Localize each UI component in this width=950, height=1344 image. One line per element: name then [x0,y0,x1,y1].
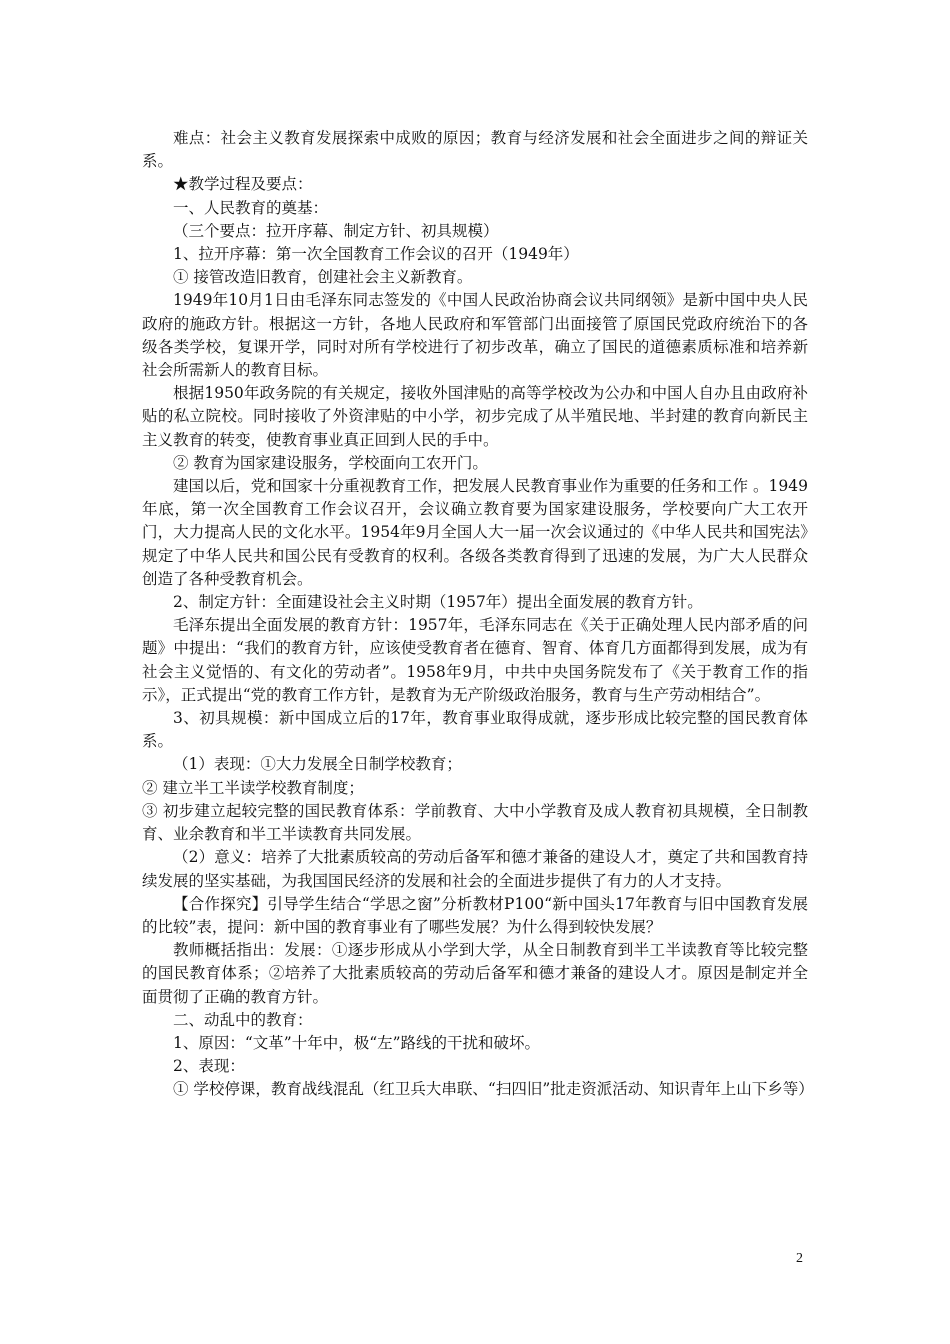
paragraph-process-heading: ★教学过程及要点： [173,175,313,194]
section-heading-1: 一、人民教育的奠基： [173,198,329,217]
page-number: 2 [796,1251,803,1266]
section-heading-2: 二、动乱中的教育： [173,1010,313,1029]
paragraph: 建国以后，党和国家十分重视教育工作，把发展人民教育事业作为重要的任务和工作 。1949年底，第一次全国教育工作会议召开，会议确立教育要为国家建设服务，学校要向广大工农开门，大力提高人民的文化水平。1954年9月全国人大一届一次会议通过的《中华人民共和国宪法》规定了中华人民共和国公民有受教育的权利。各级各类教育得到了迅速的发展，为广大人民群众创造了各种受教育机会。 [142,477,808,588]
paragraph: 教师概括指出：发展：①逐步形成从小学到大学，从全日制教育到半工半读教育等比较完整的国民教育体系；②培养了大批素质较高的劳动后备军和德才兼备的建设人才。原因是制定并全面贯彻了正确的教育方针。 [142,941,808,1006]
paragraph: 根据1950年政务院的有关规定，接收外国津贴的高等学校改为公办和中国人自办且由政府补贴的私立院校。同时接收了外资津贴的中小学，初步完成了从半殖民地、半封建的教育向新民主主义教育的转变，使教育事业真正回到人民的手中。 [142,384,808,449]
paragraph: 毛泽东提出全面发展的教育方针：1957年，毛泽东同志在《关于正确处理人民内部矛盾的问题》中提出：“我们的教育方针，应该使受教育者在德育、智育、体育几方面都得到发展，成为有社会主义觉悟的、有文化的劳动者”。1958年9月，中共中央国务院发布了《关于教育工作的指示》，正式提出“党的教育工作方针，是教育为无产阶级政治服务，教育与生产劳动相结合”。 [142,616,808,704]
subheading-1-2: 2、制定方针：全面建设社会主义时期（1957年）提出全面发展的教育方针。 [173,593,703,612]
list-item: ① 接管改造旧教育，创建社会主义新教育。 [173,268,473,287]
subheading-2-1: 1、原因：“文革”十年中，极“左”路线的干扰和破坏。 [173,1033,541,1052]
subheading-2-2: 2、表现： [173,1057,245,1076]
list-item: ② 建立半工半读学校教育制度； [142,778,364,797]
list-item: ① 学校停课，教育战线混乱（红卫兵大串联、“扫四旧”批走资派活动、知识青年上山下乡等） [173,1080,814,1099]
paragraph-cooperative-inquiry: 【合作探究】引导学生结合“学思之窗”分析教材P100“新中国头17年教育与旧中国教育发展的比较”表，提问：新中国的教育事业有了哪些发展？为什么得到较快发展？ [142,894,808,936]
subheading-1-3: 3、初具规模：新中国成立后的17年，教育事业取得成就，逐步形成比较完整的国民教育体系。 [142,709,808,751]
subheading-1-1: 1、拉开序幕：第一次全国教育工作会议的召开（1949年） [173,245,579,264]
paragraph: 1949年10月1日由毛泽东同志签发的《中国人民政治协商会议共同纲领》是新中国中央人民政府的施政方针。根据这一方针，各地人民政府和军管部门出面接管了原国民党政府统治下的各级各类学校，复课开学，同时对所有学校进行了初步改革，确立了国民的道德素质标准和培养新社会所需新人的教育目标。 [142,291,808,380]
list-item: ② 教育为国家建设服务，学校面向工农开门。 [173,453,488,472]
list-item: （1）表现：①大力发展全日制学校教育； [173,755,462,774]
paragraph-difficulty: 难点：社会主义教育发展探索中成败的原因；教育与经济发展和社会全面进步之间的辩证关系。 [142,129,808,171]
list-item: ③ 初步建立起较完整的国民教育体系：学前教育、大中小学教育及成人教育初具规模，全日制教育、业余教育和半工半读教育共同发展。 [142,801,808,844]
paragraph-key-points: （三个要点：拉开序幕、制定方针、初具规模） [173,221,499,240]
page-body [142,127,814,1102]
paragraph: （2）意义：培养了大批素质较高的劳动后备军和德才兼备的建设人才，奠定了共和国教育持续发展的坚实基础，为我国国民经济的发展和社会的全面进步提供了有力的人才支持。 [142,848,808,890]
